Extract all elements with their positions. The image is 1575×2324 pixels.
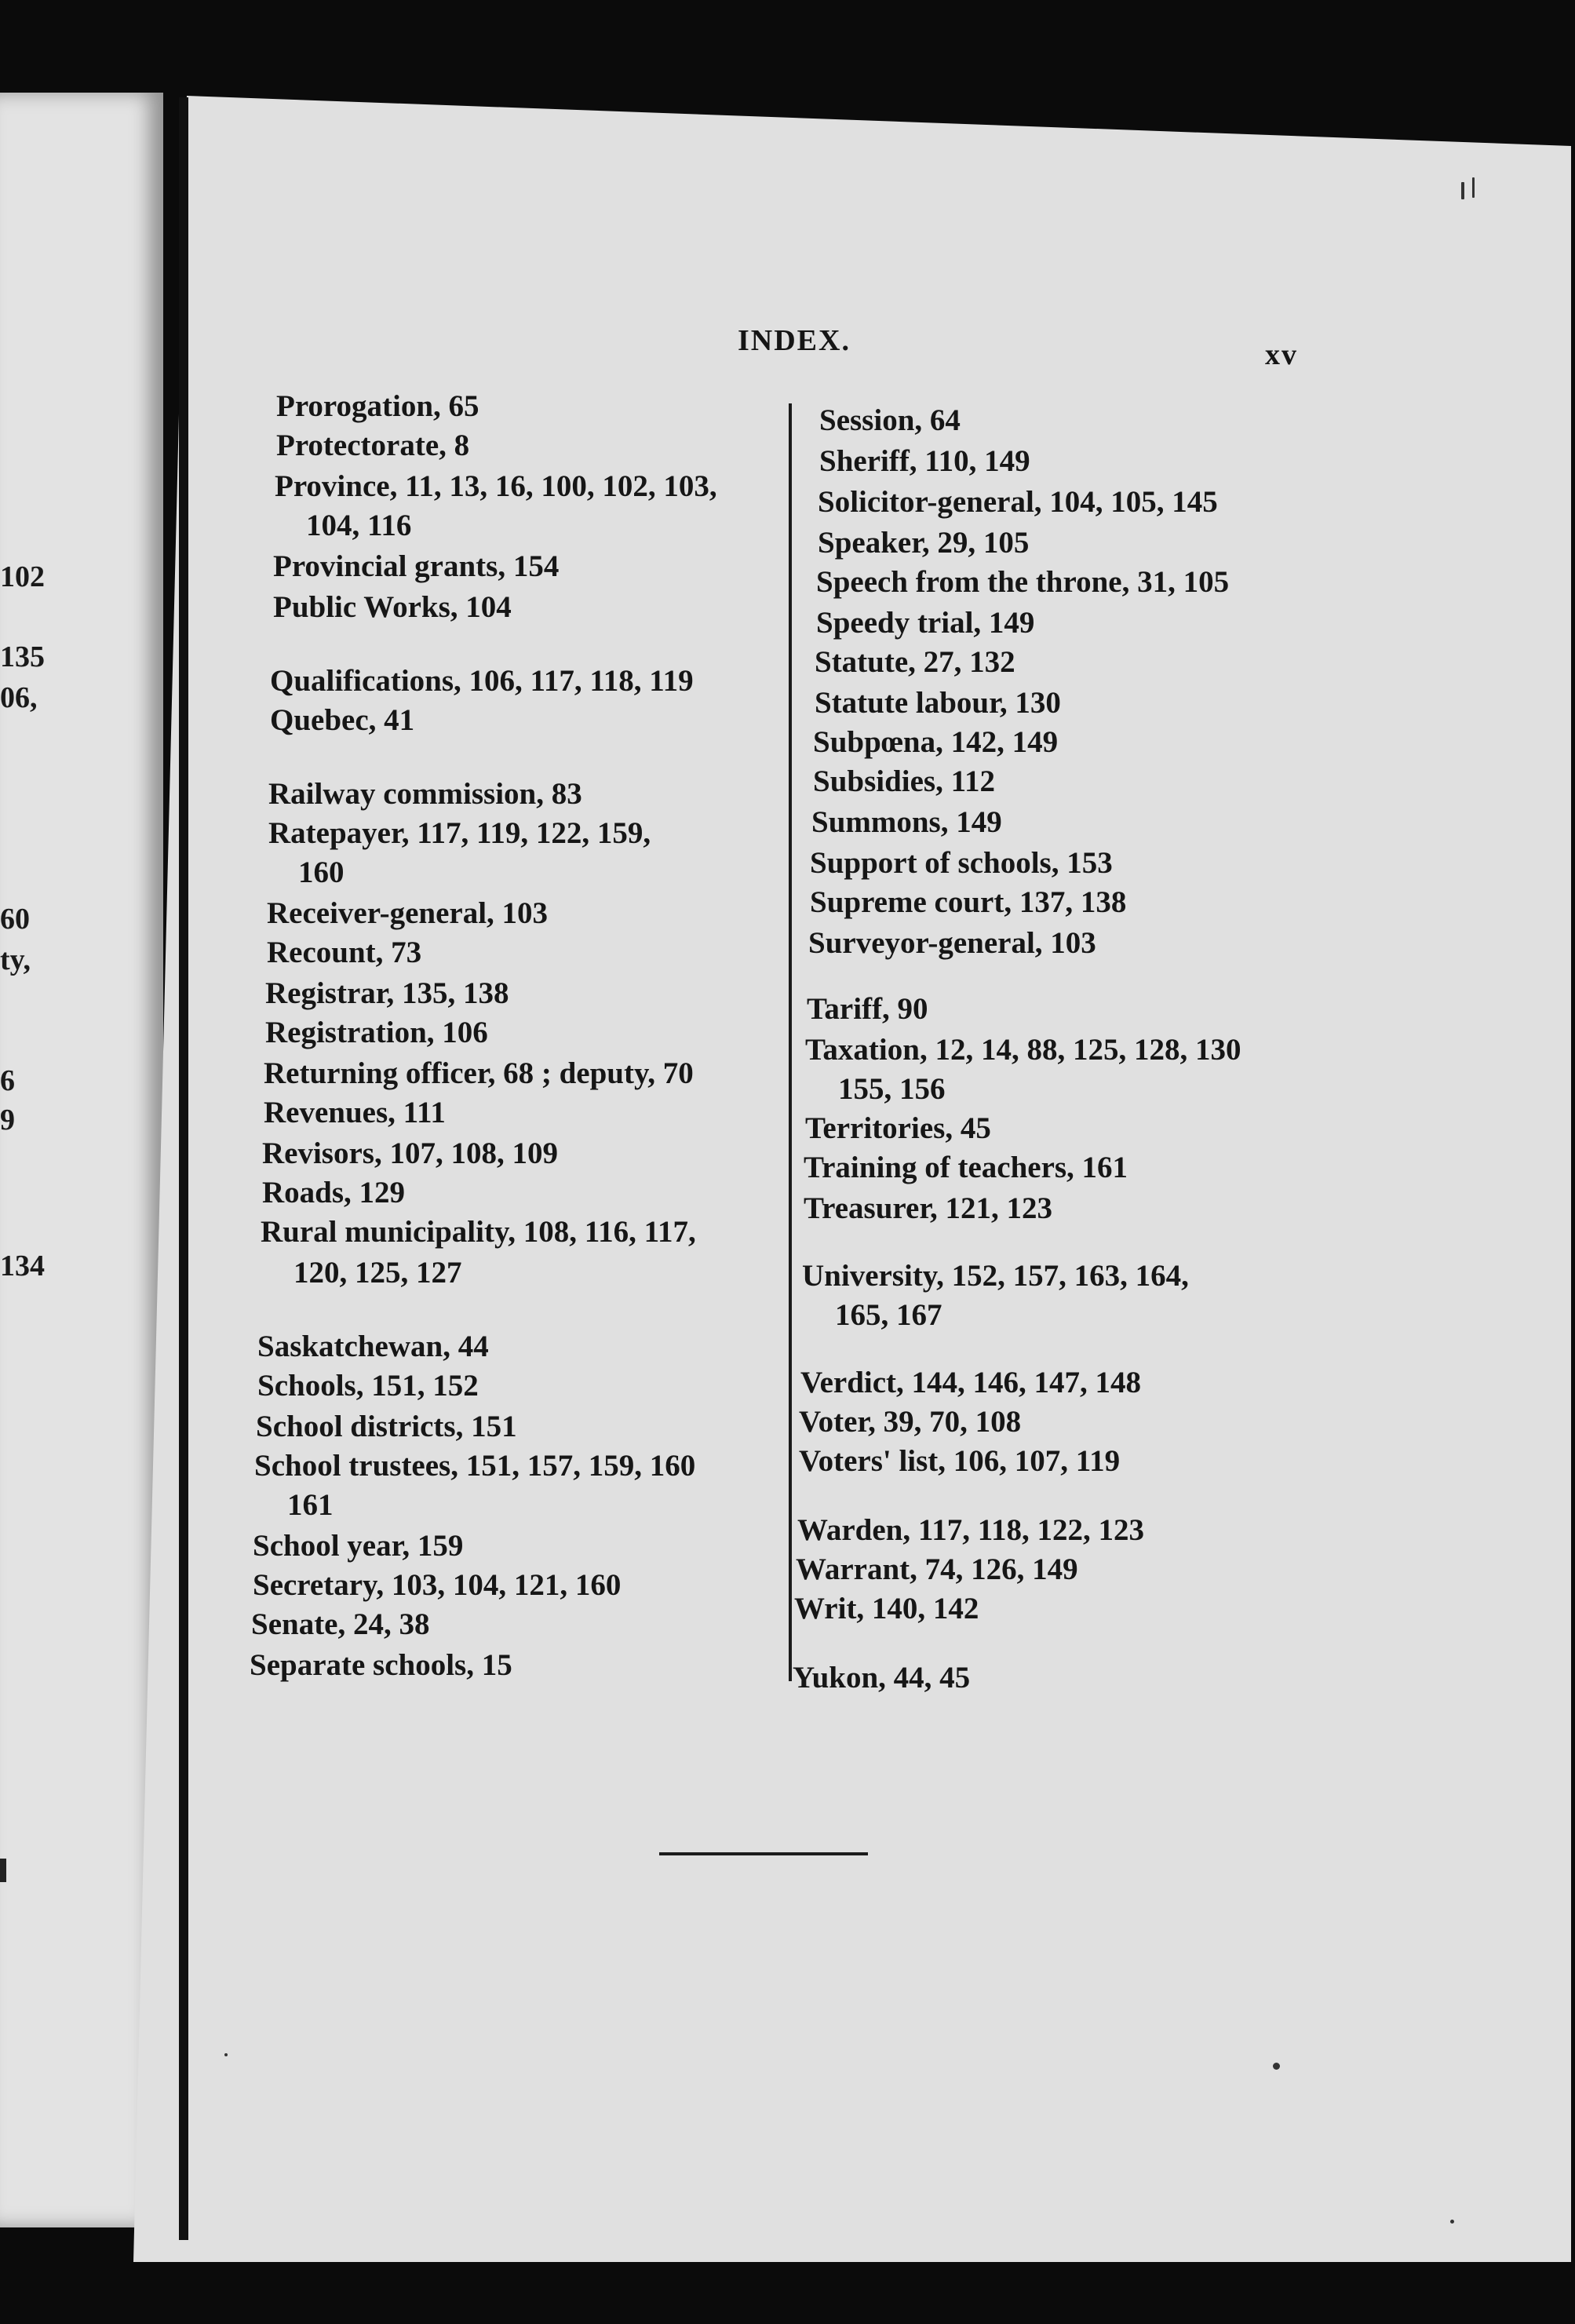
left-page-fragment: 102 (0, 560, 45, 593)
index-entry: Revisors, 107, 108, 109 (262, 1136, 558, 1170)
index-entry-continuation: 104, 116 (306, 509, 412, 542)
index-entry: Secretary, 103, 104, 121, 160 (253, 1568, 622, 1602)
index-entry: Speedy trial, 149 (816, 606, 1035, 640)
scan-mark (1472, 177, 1475, 198)
index-entry: Roads, 129 (262, 1176, 406, 1209)
index-entry-continuation: 120, 125, 127 (293, 1256, 462, 1290)
index-entry: Tariff, 90 (807, 992, 928, 1026)
index-entry: Writ, 140, 142 (794, 1592, 979, 1625)
index-entry: Warrant, 74, 126, 149 (796, 1552, 1078, 1586)
index-entry-continuation: 155, 156 (838, 1072, 946, 1106)
scan-speck (1273, 2063, 1280, 2070)
index-entry: Separate schools, 15 (250, 1648, 512, 1682)
index-entry: Prorogation, 65 (276, 389, 479, 423)
index-entry-continuation: 161 (287, 1488, 334, 1522)
left-page-fragment: 60 (0, 903, 30, 936)
index-entry: Subsidies, 112 (813, 764, 995, 798)
left-page-fragment: 135 (0, 640, 45, 673)
left-page-fragment: ty, (0, 943, 31, 976)
index-entry: Statute labour, 130 (815, 686, 1061, 720)
index-entry: Sheriff, 110, 149 (819, 444, 1030, 478)
index-entry: Surveyor-general, 103 (808, 926, 1096, 960)
index-entry: Statute, 27, 132 (815, 645, 1015, 679)
index-entry: Qualifications, 106, 117, 118, 119 (270, 664, 694, 698)
index-entry: Speech from the throne, 31, 105 (816, 565, 1230, 599)
index-entry: Territories, 45 (805, 1111, 991, 1145)
index-entry: Warden, 117, 118, 122, 123 (797, 1513, 1145, 1547)
index-entry: Speaker, 29, 105 (818, 526, 1030, 560)
scan-speck (1450, 2220, 1454, 2224)
index-entry: Saskatchewan, 44 (257, 1330, 489, 1363)
index-entry: Recount, 73 (267, 936, 422, 969)
index-entry: Yukon, 44, 45 (793, 1661, 971, 1695)
scan-speck (224, 2053, 228, 2056)
index-entry: Rural municipality, 108, 116, 117, (261, 1215, 696, 1249)
index-entry: Province, 11, 13, 16, 100, 102, 103, (275, 469, 717, 503)
index-entry: Protectorate, 8 (276, 429, 470, 462)
index-entry: Solicitor-general, 104, 105, 145 (818, 485, 1218, 519)
column-divider (789, 403, 792, 1681)
page-title: INDEX. (738, 324, 851, 357)
page-spine (179, 97, 188, 2240)
index-entry: School districts, 151 (256, 1410, 517, 1443)
left-page-fragment: 06, (0, 681, 38, 714)
index-entry: School year, 159 (253, 1529, 464, 1563)
index-entry: Session, 64 (819, 403, 961, 437)
left-page-mark (0, 1859, 6, 1882)
index-entry: Voter, 39, 70, 108 (799, 1405, 1022, 1439)
index-entry-continuation: 160 (298, 856, 345, 889)
index-entry-continuation: 165, 167 (835, 1298, 942, 1332)
index-entry: University, 152, 157, 163, 164, (802, 1259, 1189, 1293)
end-rule (659, 1852, 868, 1855)
index-entry: Returning officer, 68 ; deputy, 70 (264, 1056, 694, 1090)
index-entry: Subpœna, 142, 149 (813, 725, 1059, 759)
index-entry: Supreme court, 137, 138 (810, 885, 1127, 919)
left-page-fragment: 6 (0, 1064, 15, 1097)
index-entry: Senate, 24, 38 (251, 1607, 430, 1641)
index-entry: Schools, 151, 152 (257, 1369, 479, 1403)
previous-page-edge (0, 93, 163, 2227)
index-entry: Ratepayer, 117, 119, 122, 159, (268, 816, 651, 850)
index-entry: Training of teachers, 161 (804, 1151, 1128, 1184)
scan-mark (1461, 182, 1464, 199)
index-entry: Public Works, 104 (273, 590, 512, 624)
index-entry: Treasurer, 121, 123 (804, 1191, 1053, 1225)
index-entry: Provincial grants, 154 (273, 549, 560, 583)
index-entry: Receiver-general, 103 (267, 896, 549, 930)
index-entry: Registration, 106 (265, 1016, 488, 1049)
index-entry: Taxation, 12, 14, 88, 125, 128, 130 (805, 1033, 1241, 1067)
page-number: xv (1265, 338, 1298, 371)
left-page-fragment: 9 (0, 1104, 15, 1136)
index-entry: Voters' list, 106, 107, 119 (799, 1444, 1121, 1478)
left-page-fragment: 134 (0, 1250, 45, 1282)
index-entry: Registrar, 135, 138 (265, 976, 509, 1010)
index-entry: Support of schools, 153 (810, 846, 1113, 880)
index-entry: Verdict, 144, 146, 147, 148 (800, 1366, 1142, 1399)
index-entry: School trustees, 151, 157, 159, 160 (254, 1449, 696, 1483)
index-entry: Revenues, 111 (264, 1096, 446, 1129)
index-entry: Quebec, 41 (270, 703, 415, 737)
index-entry: Summons, 149 (811, 805, 1002, 839)
index-entry: Railway commission, 83 (268, 777, 582, 811)
